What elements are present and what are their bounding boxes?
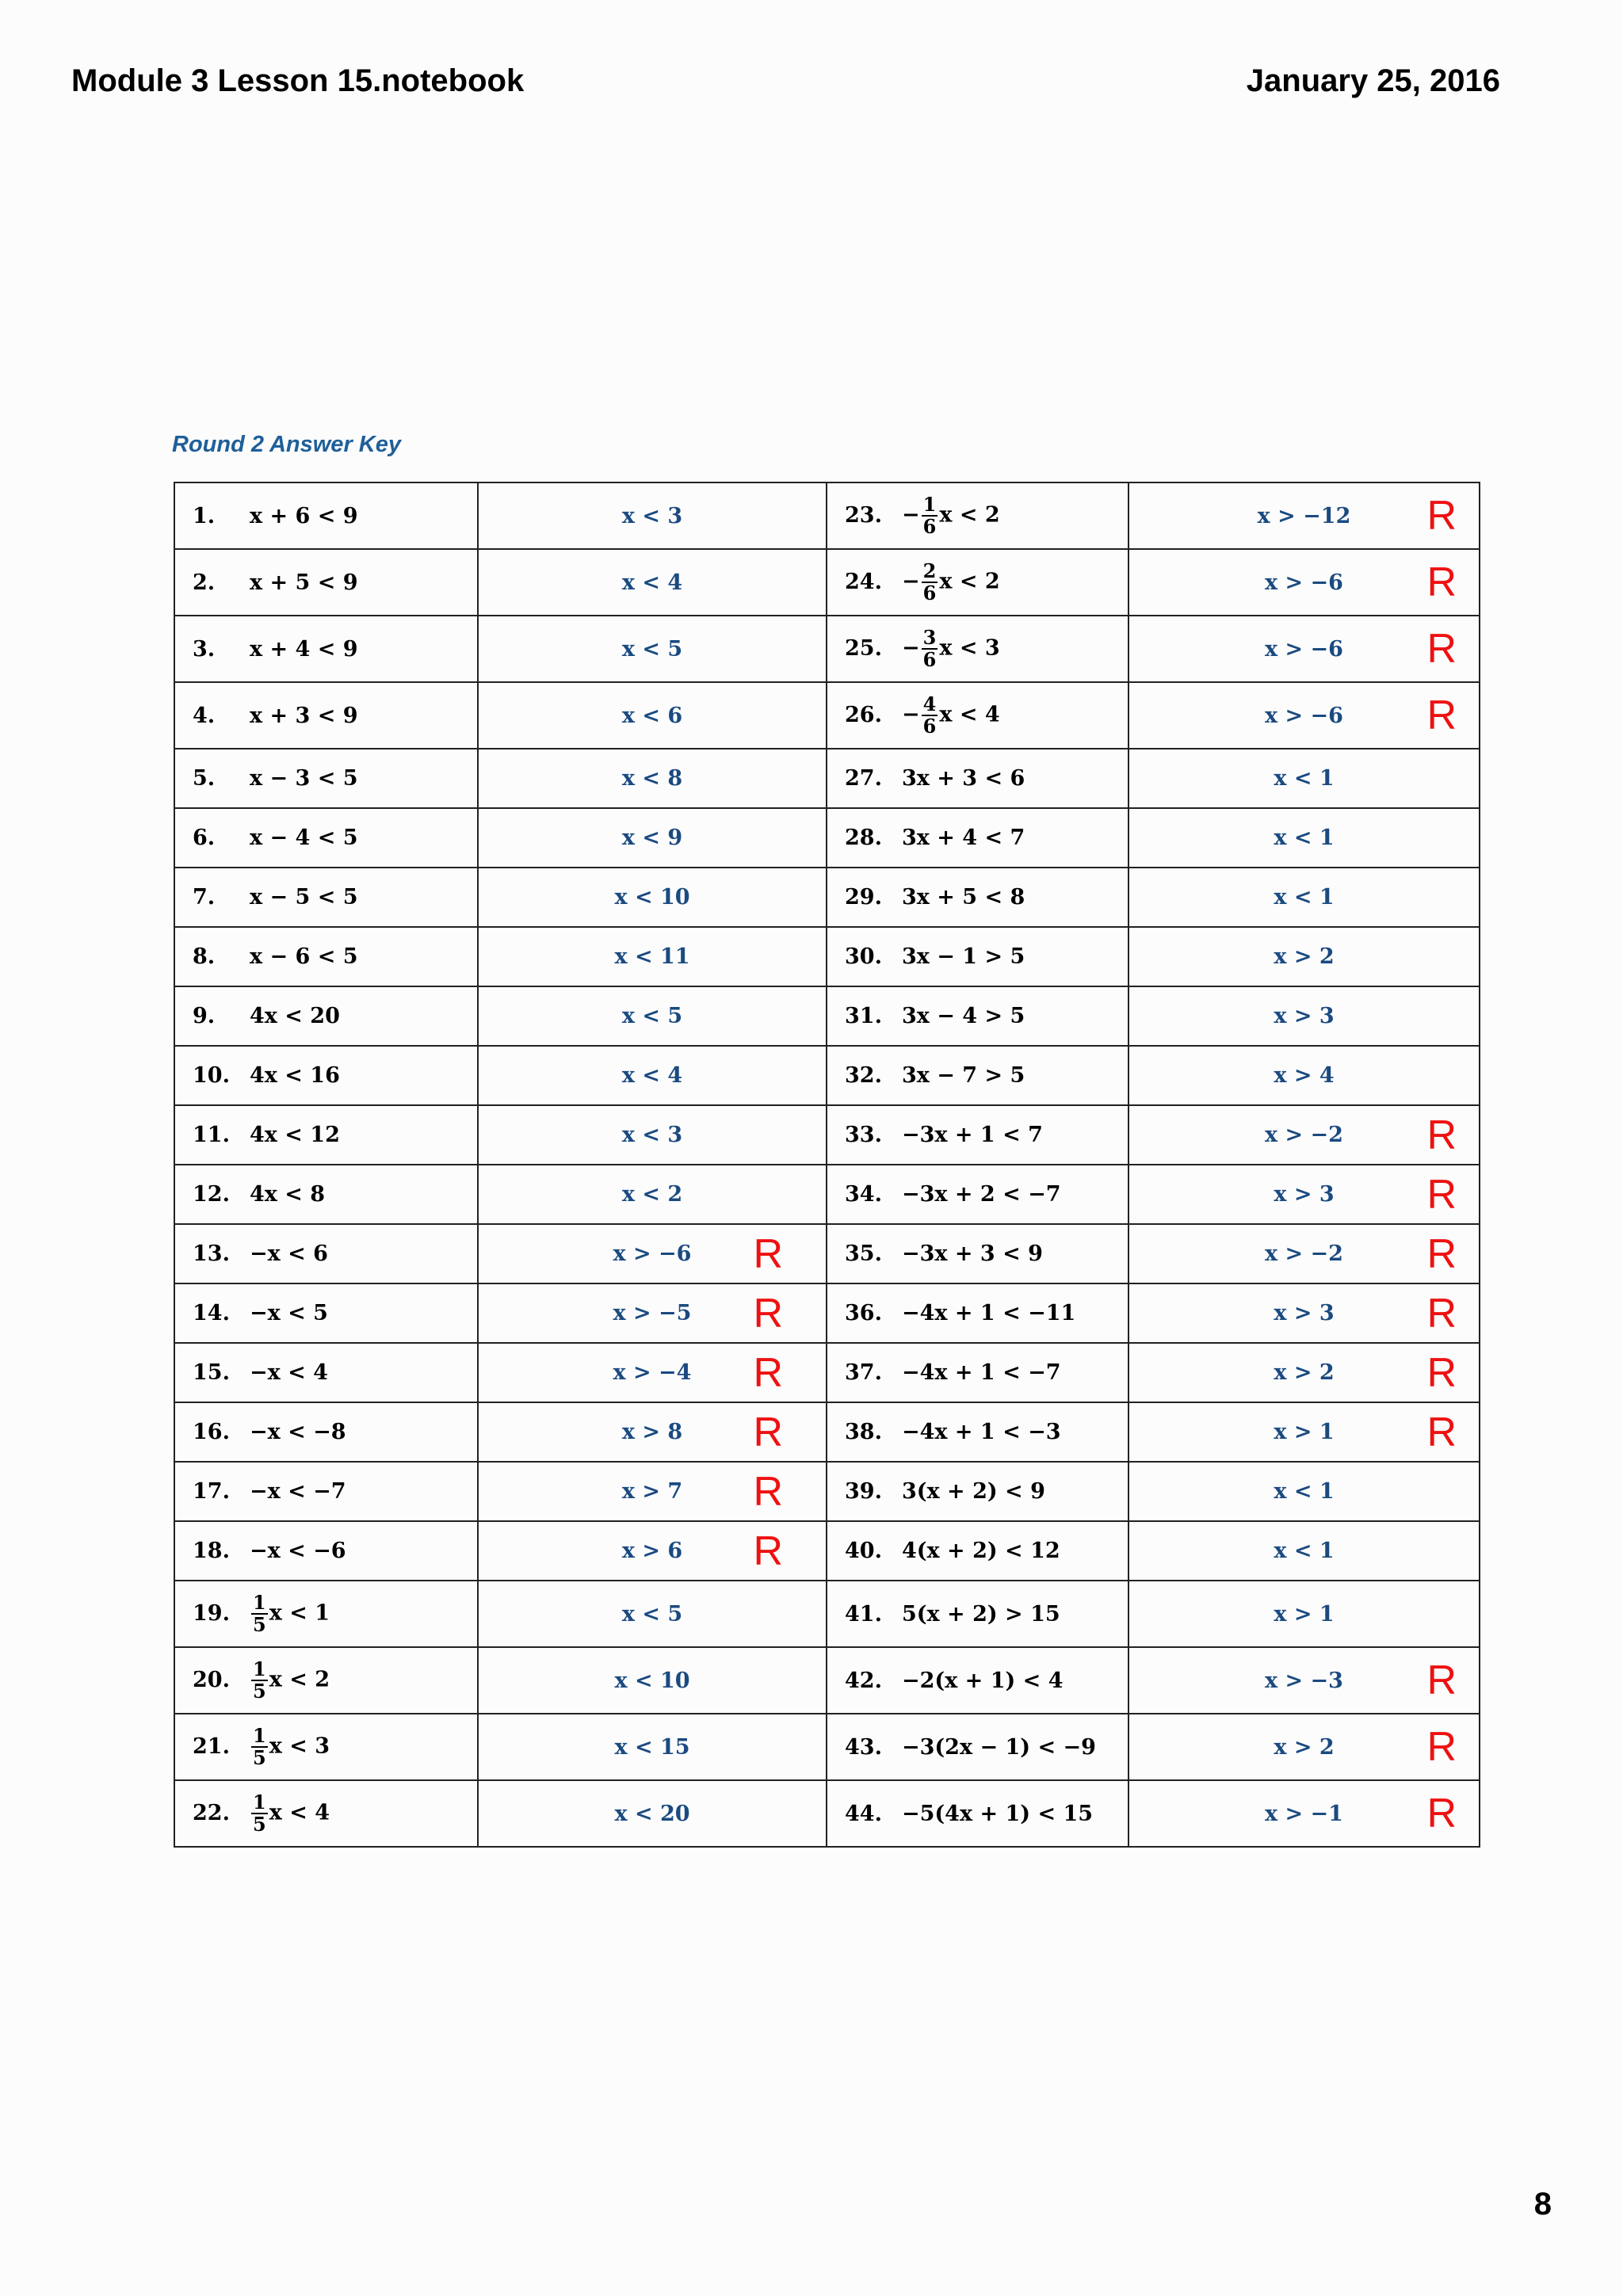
problem-number: 5. xyxy=(193,766,216,791)
minus-sign: − xyxy=(902,502,920,528)
fraction xyxy=(251,1593,268,1634)
answer-cell xyxy=(478,1402,827,1462)
answer-value: x > −3 xyxy=(1265,1668,1343,1693)
problem-number: 23. xyxy=(845,502,882,528)
table-row xyxy=(174,1105,1480,1165)
table-row xyxy=(174,1046,1480,1105)
minus-sign: − xyxy=(902,702,920,727)
problem-expression: 4(x + 2) < 12 xyxy=(902,1539,1060,1563)
problem-expression: x − 4 < 5 xyxy=(250,826,358,850)
problem-expression: 3x − 7 > 5 xyxy=(902,1063,1025,1088)
table-row xyxy=(174,808,1480,868)
problem-number: 16. xyxy=(193,1420,230,1444)
problem-expression: −x < 6 xyxy=(250,1241,328,1266)
problem-number: 39. xyxy=(845,1479,882,1504)
fraction-denominator: 6 xyxy=(922,648,937,671)
answer-value: x > −12 xyxy=(1257,503,1351,528)
answer-value: x > 2 xyxy=(1274,944,1335,969)
fraction-numerator: 3 xyxy=(922,626,937,649)
answer-value: x < 15 xyxy=(614,1734,690,1760)
answer-value: x < 10 xyxy=(614,885,690,910)
problem-cell xyxy=(827,927,1128,986)
problem-number: 41. xyxy=(845,1601,882,1627)
review-mark: R xyxy=(1426,626,1457,672)
review-mark: R xyxy=(753,1409,783,1455)
answer-value: x > −1 xyxy=(1265,1801,1343,1826)
answer-cell xyxy=(1128,1224,1480,1283)
problem-cell xyxy=(174,1046,478,1105)
answer-cell xyxy=(478,1581,827,1647)
answer-value: x > −5 xyxy=(613,1301,692,1325)
problem-cell xyxy=(827,868,1128,927)
answer-cell xyxy=(1128,1647,1480,1714)
answer-key-title: Round 2 Answer Key xyxy=(172,432,401,457)
answer-value: x > −6 xyxy=(613,1241,692,1266)
answer-cell xyxy=(1128,1046,1480,1105)
table-row xyxy=(174,986,1480,1046)
problem-expression: 3x − 4 > 5 xyxy=(902,1004,1025,1028)
problem-expression: −3x + 1 < 7 xyxy=(902,1123,1043,1147)
problem-cell xyxy=(174,1714,478,1780)
answer-key-table-body xyxy=(174,482,1480,1847)
problem-cell xyxy=(827,1581,1128,1647)
answer-cell xyxy=(1128,1343,1480,1402)
answer-cell xyxy=(478,482,827,549)
table-row xyxy=(174,749,1480,808)
problem-expression: −x < −6 xyxy=(250,1539,346,1563)
review-mark: R xyxy=(1426,1112,1457,1158)
problem-number: 37. xyxy=(845,1360,882,1385)
problem-cell xyxy=(827,616,1128,682)
review-mark: R xyxy=(753,1468,783,1515)
problem-expression: −4x + 1 < −3 xyxy=(902,1420,1061,1444)
fraction-numerator: 1 xyxy=(253,1724,266,1747)
answer-value: x > 8 xyxy=(621,1420,683,1444)
answer-value: x < 2 xyxy=(621,1182,683,1207)
answer-value: x > 7 xyxy=(621,1479,683,1504)
review-mark: R xyxy=(1426,1171,1457,1218)
table-row xyxy=(174,927,1480,986)
problem-expression: −5(4x + 1) < 15 xyxy=(902,1801,1094,1826)
problem-number: 36. xyxy=(845,1301,882,1325)
fraction xyxy=(251,1657,268,1703)
problem-number: 9. xyxy=(193,1004,216,1028)
table-row xyxy=(174,482,1480,549)
problem-number: 4. xyxy=(193,703,216,728)
problem-expression: −x < −8 xyxy=(250,1420,346,1444)
answer-cell xyxy=(478,549,827,616)
problem-expression-tail: x < 3 xyxy=(269,1733,330,1759)
problem-expression-tail: x < 2 xyxy=(939,502,1000,528)
answer-value: x < 9 xyxy=(621,826,683,850)
problem-cell xyxy=(174,1581,478,1647)
problem-expression: −x < 4 xyxy=(250,1360,328,1385)
problem-number: 35. xyxy=(845,1241,882,1266)
document-date: January 25, 2016 xyxy=(1246,63,1500,98)
problem-number: 31. xyxy=(845,1004,882,1028)
review-mark: R xyxy=(1426,1791,1457,1836)
answer-value: x > −6 xyxy=(1265,636,1343,662)
minus-sign: − xyxy=(902,635,920,661)
problem-cell xyxy=(827,1224,1128,1283)
answer-value: x > 6 xyxy=(621,1539,683,1563)
answer-value: x > 2 xyxy=(1274,1360,1335,1385)
problem-number: 25. xyxy=(845,635,882,661)
answer-value: x > 1 xyxy=(1274,1420,1335,1444)
answer-value: x > −6 xyxy=(1265,570,1343,595)
answer-value: x > −2 xyxy=(1265,1241,1343,1266)
problem-cell xyxy=(174,1402,478,1462)
problem-expression-tail: x < 3 xyxy=(939,635,1000,661)
minus-sign: − xyxy=(902,569,920,594)
problem-expression: 3(x + 2) < 9 xyxy=(902,1479,1045,1504)
problem-cell xyxy=(174,1105,478,1165)
problem-expression: x − 3 < 5 xyxy=(250,766,358,791)
problem-cell xyxy=(827,1714,1128,1780)
problem-expression: 3x + 5 < 8 xyxy=(902,885,1025,910)
problem-cell xyxy=(174,1521,478,1581)
review-mark: R xyxy=(753,1230,783,1277)
problem-number: 29. xyxy=(845,885,882,910)
problem-expression-tail: x < 1 xyxy=(269,1600,330,1626)
problem-expression-tail: x < 4 xyxy=(269,1800,330,1825)
problem-expression-tail: x < 2 xyxy=(269,1667,330,1692)
problem-cell xyxy=(174,616,478,682)
problem-expression: −3x + 2 < −7 xyxy=(902,1182,1061,1207)
answer-cell xyxy=(478,749,827,808)
answer-value: x < 1 xyxy=(1274,1539,1335,1563)
answer-value: x > 4 xyxy=(1274,1063,1335,1088)
problem-number: 14. xyxy=(193,1301,230,1325)
problem-cell xyxy=(827,986,1128,1046)
problem-expression: −x < 5 xyxy=(250,1301,328,1325)
problem-number: 24. xyxy=(845,569,882,594)
problem-cell xyxy=(174,808,478,868)
fraction-denominator: 5 xyxy=(253,1680,266,1703)
answer-cell xyxy=(478,808,827,868)
problem-cell xyxy=(827,682,1128,749)
problem-number: 6. xyxy=(193,826,216,850)
table-row xyxy=(174,549,1480,616)
fraction xyxy=(922,495,938,536)
fraction xyxy=(251,1793,268,1834)
answer-value: x < 8 xyxy=(621,766,683,791)
problem-cell xyxy=(827,749,1128,808)
answer-value: x > 2 xyxy=(1274,1734,1335,1760)
problem-number: 40. xyxy=(845,1539,882,1563)
problem-cell xyxy=(174,868,478,927)
problem-number: 7. xyxy=(193,885,216,910)
problem-expression: x + 4 < 9 xyxy=(250,636,358,662)
problem-cell xyxy=(827,482,1128,549)
review-mark: R xyxy=(1426,1349,1457,1396)
problem-cell xyxy=(174,1343,478,1402)
problem-expression: −x < −7 xyxy=(250,1479,346,1504)
problem-cell xyxy=(827,1105,1128,1165)
answer-value: x < 11 xyxy=(614,944,690,969)
fraction xyxy=(922,559,938,605)
table-row xyxy=(174,616,1480,682)
table-row xyxy=(174,1647,1480,1714)
answer-cell xyxy=(1128,1402,1480,1462)
fraction-numerator: 1 xyxy=(253,1657,266,1680)
problem-cell xyxy=(174,749,478,808)
review-mark: R xyxy=(1426,1724,1457,1770)
answer-value: x < 1 xyxy=(1274,826,1335,850)
problem-expression-tail: x < 2 xyxy=(939,569,1000,594)
problem-cell xyxy=(174,549,478,616)
answer-cell xyxy=(478,1165,827,1224)
problem-number: 28. xyxy=(845,826,882,850)
problem-expression: 4x < 8 xyxy=(250,1182,326,1207)
fraction-numerator: 4 xyxy=(922,692,937,715)
table-row xyxy=(174,1165,1480,1224)
answer-cell xyxy=(478,616,827,682)
answer-cell xyxy=(478,868,827,927)
review-mark: R xyxy=(753,1290,783,1337)
answer-value: x > 1 xyxy=(1274,1601,1335,1627)
table-row xyxy=(174,1780,1480,1847)
problem-expression: x + 5 < 9 xyxy=(250,570,358,595)
answer-cell xyxy=(1128,1780,1480,1847)
problem-number: 12. xyxy=(193,1182,230,1207)
review-mark: R xyxy=(1426,1230,1457,1277)
answer-cell xyxy=(1128,1283,1480,1343)
answer-cell xyxy=(1128,1714,1480,1780)
table-row xyxy=(174,1462,1480,1521)
problem-number: 10. xyxy=(193,1063,230,1088)
answer-cell xyxy=(1128,986,1480,1046)
problem-number: 13. xyxy=(193,1241,230,1266)
problem-cell xyxy=(827,549,1128,616)
problem-cell xyxy=(827,1521,1128,1581)
problem-expression: x − 6 < 5 xyxy=(250,944,358,969)
fraction-numerator: 2 xyxy=(922,559,937,582)
problem-cell xyxy=(827,1402,1128,1462)
fraction xyxy=(251,1726,268,1768)
answer-value: x < 4 xyxy=(621,570,683,595)
problem-cell xyxy=(827,1046,1128,1105)
table-row xyxy=(174,868,1480,927)
answer-cell xyxy=(478,1283,827,1343)
problem-cell xyxy=(174,1647,478,1714)
problem-expression: x + 3 < 9 xyxy=(250,703,358,728)
table-row xyxy=(174,1714,1480,1780)
answer-cell xyxy=(1128,482,1480,549)
problem-cell xyxy=(174,927,478,986)
problem-expression: 4x < 12 xyxy=(250,1123,340,1147)
table-row xyxy=(174,1521,1480,1581)
answer-cell xyxy=(478,682,827,749)
problem-number: 43. xyxy=(845,1734,882,1760)
answer-cell xyxy=(1128,1105,1480,1165)
answer-value: x > 3 xyxy=(1274,1004,1335,1028)
fraction-numerator: 1 xyxy=(253,1791,266,1814)
answer-cell xyxy=(1128,1165,1480,1224)
answer-value: x < 3 xyxy=(621,503,683,528)
problem-cell xyxy=(174,1283,478,1343)
answer-value: x < 5 xyxy=(621,636,683,662)
review-mark: R xyxy=(1426,493,1457,539)
problem-cell xyxy=(827,1343,1128,1402)
problem-number: 32. xyxy=(845,1063,882,1088)
problem-cell xyxy=(174,986,478,1046)
answer-cell xyxy=(1128,927,1480,986)
problem-cell xyxy=(827,808,1128,868)
problem-number: 38. xyxy=(845,1420,882,1444)
problem-expression: −4x + 1 < −7 xyxy=(902,1360,1061,1385)
review-mark: R xyxy=(1426,1290,1457,1337)
fraction-denominator: 5 xyxy=(253,1746,266,1769)
problem-number: 15. xyxy=(193,1360,230,1385)
problem-cell xyxy=(827,1780,1128,1847)
problem-expression: 3x + 3 < 6 xyxy=(902,766,1025,791)
fraction-numerator: 1 xyxy=(253,1591,266,1614)
problem-cell xyxy=(174,1780,478,1847)
fraction-denominator: 6 xyxy=(922,582,937,605)
answer-value: x < 20 xyxy=(614,1801,690,1826)
answer-cell xyxy=(478,1343,827,1402)
answer-cell xyxy=(1128,1521,1480,1581)
problem-number: 22. xyxy=(193,1800,230,1825)
problem-number: 21. xyxy=(193,1733,230,1759)
problem-cell xyxy=(174,682,478,749)
problem-expression: −3(2x − 1) < −9 xyxy=(902,1734,1096,1760)
table-row xyxy=(174,1343,1480,1402)
answer-cell xyxy=(478,1462,827,1521)
answer-cell xyxy=(1128,549,1480,616)
fraction xyxy=(922,628,938,669)
problem-number: 3. xyxy=(193,636,216,662)
answer-cell xyxy=(1128,682,1480,749)
problem-cell xyxy=(827,1462,1128,1521)
document-title: Module 3 Lesson 15.notebook xyxy=(71,63,525,98)
problem-number: 18. xyxy=(193,1539,230,1563)
answer-cell xyxy=(478,986,827,1046)
answer-cell xyxy=(1128,749,1480,808)
review-mark: R xyxy=(753,1527,783,1574)
table-row xyxy=(174,1283,1480,1343)
answer-value: x < 3 xyxy=(621,1123,683,1147)
table-row xyxy=(174,1402,1480,1462)
answer-value: x < 1 xyxy=(1274,766,1335,791)
table-row xyxy=(174,1581,1480,1647)
problem-expression: 3x − 1 > 5 xyxy=(902,944,1025,969)
review-mark: R xyxy=(1426,1657,1457,1703)
answer-value: x > 3 xyxy=(1274,1301,1335,1325)
problem-expression-tail: x < 4 xyxy=(939,702,1000,727)
answer-cell xyxy=(1128,1462,1480,1521)
answer-value: x < 1 xyxy=(1274,1479,1335,1504)
problem-cell xyxy=(827,1283,1128,1343)
answer-cell xyxy=(478,1105,827,1165)
problem-expression: −4x + 1 < −11 xyxy=(902,1301,1076,1325)
answer-value: x > −4 xyxy=(613,1360,692,1385)
answer-cell xyxy=(1128,1581,1480,1647)
problem-number: 19. xyxy=(193,1600,230,1626)
problem-cell xyxy=(827,1165,1128,1224)
answer-cell xyxy=(1128,868,1480,927)
review-mark: R xyxy=(753,1349,783,1396)
problem-number: 20. xyxy=(193,1667,230,1692)
table-row xyxy=(174,1224,1480,1283)
answer-value: x > −6 xyxy=(1265,703,1343,728)
fraction-denominator: 6 xyxy=(922,515,937,538)
fraction-denominator: 5 xyxy=(253,1613,266,1636)
problem-cell xyxy=(827,1647,1128,1714)
problem-cell xyxy=(174,1462,478,1521)
answer-cell xyxy=(478,1521,827,1581)
problem-expression: −3x + 3 < 9 xyxy=(902,1241,1043,1266)
answer-cell xyxy=(478,1714,827,1780)
problem-expression: 4x < 20 xyxy=(250,1004,340,1028)
table-row xyxy=(174,682,1480,749)
answer-cell xyxy=(478,1780,827,1847)
fraction-numerator: 1 xyxy=(922,493,937,516)
problem-expression: 5(x + 2) > 15 xyxy=(902,1601,1060,1627)
answer-cell xyxy=(478,1224,827,1283)
problem-number: 17. xyxy=(193,1479,230,1504)
problem-number: 30. xyxy=(845,944,882,969)
problem-number: 27. xyxy=(845,766,882,791)
answer-value: x < 5 xyxy=(621,1004,683,1028)
problem-number: 11. xyxy=(193,1123,230,1147)
problem-cell xyxy=(174,482,478,549)
problem-number: 33. xyxy=(845,1123,882,1147)
problem-number: 42. xyxy=(845,1668,882,1693)
problem-expression: −2(x + 1) < 4 xyxy=(902,1668,1064,1693)
problem-cell xyxy=(174,1165,478,1224)
answer-value: x < 4 xyxy=(621,1063,683,1088)
review-mark: R xyxy=(1426,559,1457,605)
answer-cell xyxy=(478,927,827,986)
fraction xyxy=(922,692,938,738)
problem-number: 2. xyxy=(193,570,216,595)
answer-value: x > 3 xyxy=(1274,1182,1335,1207)
review-mark: R xyxy=(1426,692,1457,738)
answer-value: x < 1 xyxy=(1274,885,1335,910)
problem-cell xyxy=(174,1224,478,1283)
answer-key-table xyxy=(174,482,1480,1848)
answer-value: x < 10 xyxy=(614,1668,690,1693)
problem-expression: x + 6 < 9 xyxy=(250,503,358,528)
answer-value: x > −2 xyxy=(1265,1123,1343,1147)
page-number: 8 xyxy=(1533,2187,1552,2222)
problem-number: 8. xyxy=(193,944,216,969)
problem-number: 26. xyxy=(845,702,882,727)
problem-number: 44. xyxy=(845,1801,882,1826)
answer-value: x < 6 xyxy=(621,703,683,728)
problem-number: 34. xyxy=(845,1182,882,1207)
answer-value: x < 5 xyxy=(621,1601,683,1627)
answer-cell xyxy=(478,1647,827,1714)
problem-expression: x − 5 < 5 xyxy=(250,885,358,910)
fraction-denominator: 6 xyxy=(922,715,937,738)
problem-number: 1. xyxy=(193,503,216,528)
answer-cell xyxy=(1128,808,1480,868)
problem-expression: 4x < 16 xyxy=(250,1063,340,1088)
fraction-denominator: 5 xyxy=(253,1813,266,1836)
answer-cell xyxy=(1128,616,1480,682)
answer-cell xyxy=(478,1046,827,1105)
problem-expression: 3x + 4 < 7 xyxy=(902,826,1025,850)
review-mark: R xyxy=(1426,1409,1457,1455)
